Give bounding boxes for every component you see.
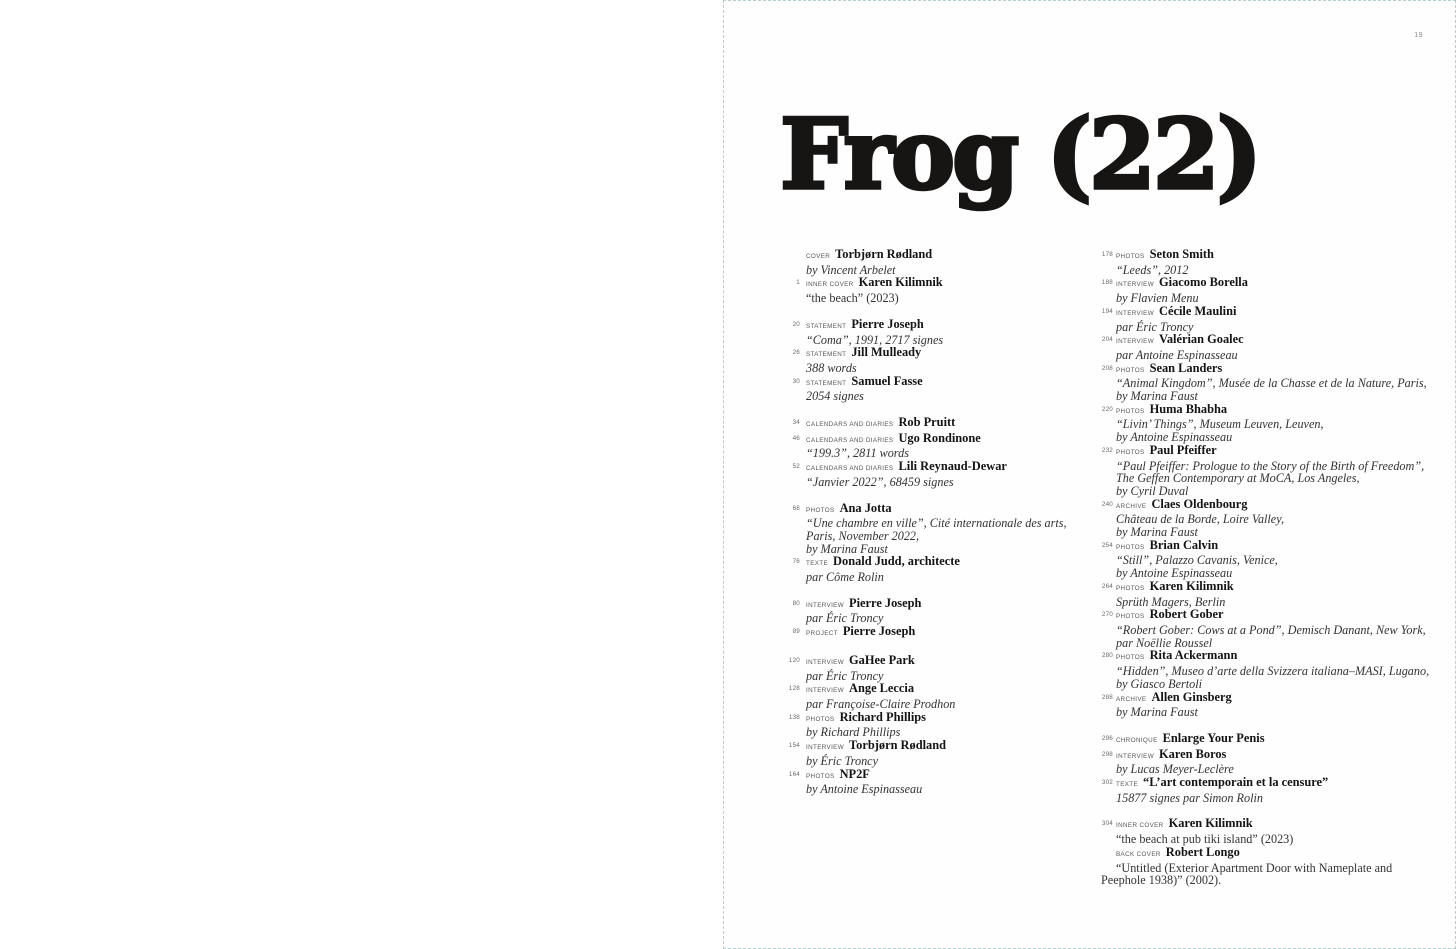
entry-page-number: 76	[792, 558, 800, 566]
entry-heading	[806, 346, 1122, 362]
entry-category: PHOTOS	[1116, 543, 1145, 551]
entry-body	[1116, 580, 1456, 608]
entry-title: Ana Jotta	[839, 500, 892, 515]
toc-entry	[782, 682, 1122, 710]
entry-body	[806, 739, 1122, 767]
toc-entry	[782, 654, 1122, 682]
entry-category: INTERVIEW	[806, 744, 845, 752]
entry-heading	[1116, 305, 1456, 321]
entry-title: Torbjørn Rødland	[835, 247, 933, 261]
entry-category: TEXTE	[1116, 781, 1139, 789]
toc-block	[1095, 248, 1456, 719]
entry-title: Karen Kilimnik	[1168, 816, 1253, 831]
toc-entry	[1095, 776, 1456, 804]
toc-entry	[782, 739, 1122, 767]
entry-heading	[806, 654, 1122, 670]
entry-page-number: 304	[1101, 820, 1113, 828]
entry-title: Richard Phillips	[839, 709, 926, 724]
entry-heading	[806, 432, 1122, 448]
entry-detail: by Marina Faust	[1116, 389, 1198, 404]
toc-entry	[782, 460, 1122, 488]
entry-title: Pierre Joseph	[849, 595, 922, 610]
entry-detail: Sprüth Magers, Berlin	[1116, 594, 1226, 609]
entry-page-number: 89	[792, 628, 800, 636]
entry-body	[1116, 248, 1456, 276]
entry-category: INTERVIEW	[1116, 281, 1155, 289]
toc-entry	[782, 711, 1122, 739]
entry-category: INNER COVER	[1116, 822, 1164, 830]
entry-title: Pierre Joseph	[851, 316, 924, 331]
entry-title: Enlarge Your Penis	[1162, 730, 1265, 745]
entry-detail: by Marina Faust	[806, 541, 888, 556]
entry-title: Claes Oldenbourg	[1151, 496, 1248, 511]
toc-entry	[782, 625, 1122, 641]
entry-detail: “the beach at pub tiki island” (2023)	[1116, 832, 1294, 847]
entry-page-number: 80	[792, 599, 800, 607]
entry-title: Sean Landers	[1149, 360, 1223, 375]
entry-category: PHOTOS	[1116, 366, 1145, 374]
entry-detail: Peephole 1938)” (2002).	[1101, 873, 1222, 888]
entry-body	[1116, 333, 1456, 361]
entry-page-number: 296	[1101, 734, 1113, 742]
entry-body	[806, 555, 1122, 583]
entry-body	[806, 432, 1122, 460]
entry-detail: “Livin’ Things”, Museum Leuven, Leuven,	[1116, 417, 1324, 432]
entry-heading	[1116, 776, 1456, 792]
entry-title: Seton Smith	[1149, 247, 1214, 261]
entry-heading	[1116, 498, 1456, 514]
toc-entry	[1095, 846, 1456, 887]
magazine-page	[723, 0, 1456, 949]
entry-detail: “Still”, Palazzo Cavanis, Venice,	[1116, 553, 1278, 568]
entry-detail: “199.3”, 2811 words	[806, 446, 909, 461]
toc-entry	[1095, 748, 1456, 776]
entry-page-number: 302	[1101, 779, 1113, 787]
toc-block	[782, 654, 1122, 796]
entry-title: “L’art contemporain et la censure”	[1143, 775, 1329, 790]
entry-detail: 15877 signes par Simon Rolin	[1116, 790, 1263, 805]
entry-heading	[806, 318, 1122, 334]
entry-detail: “Animal Kingdom”, Musée de la Chasse et de la Nature, Paris,	[1116, 376, 1427, 391]
entry-detail: by Antoine Espinasseau	[1116, 566, 1233, 581]
toc-entry	[1095, 817, 1456, 845]
entry-heading	[1116, 608, 1456, 624]
entry-body	[806, 682, 1122, 710]
entry-title: Ugo Rondinone	[898, 430, 981, 445]
entry-category: PROJECT	[806, 630, 838, 638]
toc-entry	[782, 346, 1122, 374]
entry-heading	[806, 768, 1122, 784]
entry-category: PHOTOS	[806, 715, 835, 723]
entry-page-number: 232	[1101, 446, 1113, 454]
entry-title: Robert Gober	[1149, 607, 1224, 622]
entry-detail: “Untitled (Exterior Apartment Door with Nameplate and	[1116, 860, 1393, 875]
entry-detail: “Coma”, 1991, 2717 signes	[806, 332, 944, 347]
entry-category: ARCHIVE	[1116, 695, 1147, 703]
entry-heading	[806, 711, 1122, 727]
entry-category: INTERVIEW	[806, 658, 845, 666]
entry-heading	[1116, 248, 1456, 264]
entry-body	[806, 346, 1122, 374]
toc-entry	[1095, 732, 1456, 748]
entry-category: CALENDARS AND DIARIES	[806, 436, 894, 444]
entry-page-number: 220	[1101, 405, 1113, 413]
entry-body	[806, 318, 1122, 346]
entry-page-number: 298	[1101, 750, 1113, 758]
entry-detail: by Lucas Meyer-Leclère	[1116, 762, 1234, 777]
entry-heading	[1116, 748, 1456, 764]
entry-category: PHOTOS	[806, 772, 835, 780]
entry-category: PHOTOS	[1116, 253, 1145, 260]
toc-block	[782, 502, 1122, 584]
toc-block	[782, 318, 1122, 403]
entry-title: Rita Ackermann	[1149, 648, 1238, 663]
entry-category: INNER COVER	[806, 281, 854, 289]
entry-detail: “Une chambre en ville”, Cité internationale des arts,	[806, 516, 1067, 531]
entry-title: Brian Calvin	[1149, 537, 1219, 552]
entry-heading	[1116, 817, 1456, 833]
entry-page-number: 20	[792, 320, 800, 328]
entry-body	[1116, 817, 1456, 845]
entry-page-number: 264	[1101, 582, 1113, 590]
entry-heading	[1116, 732, 1456, 748]
entry-category: INTERVIEW	[1116, 309, 1155, 317]
entry-detail: by Antoine Espinasseau	[806, 782, 923, 797]
entry-category: PHOTOS	[806, 506, 835, 514]
entry-heading	[1116, 649, 1456, 665]
entry-detail: by Vincent Arbelet	[806, 262, 896, 277]
entry-category: INTERVIEW	[806, 687, 845, 695]
entry-detail: by Giasco Bertoli	[1116, 676, 1202, 691]
entry-body	[1116, 732, 1456, 748]
entry-page-number: 128	[788, 685, 800, 693]
toc-column-right	[1095, 248, 1456, 900]
entry-title: Karen Kilimnik	[1149, 578, 1234, 593]
entry-detail: by Marina Faust	[1116, 705, 1198, 720]
entry-category: PHOTOS	[1116, 407, 1145, 415]
toc-block	[782, 416, 1122, 489]
entry-detail: par Antoine Espinasseau	[1116, 347, 1238, 362]
entry-page-number: 52	[792, 463, 800, 471]
entry-category: INTERVIEW	[1116, 752, 1155, 760]
entry-detail: by Antoine Espinasseau	[1116, 430, 1233, 445]
entry-body	[806, 460, 1122, 488]
entry-heading	[1116, 333, 1456, 349]
toc-entry	[1095, 248, 1456, 276]
entry-detail: 388 words	[806, 360, 857, 375]
entry-detail: par Éric Troncy	[1116, 319, 1194, 334]
entry-detail: par Noëllie Roussel	[1116, 635, 1213, 650]
entry-heading	[806, 739, 1122, 755]
entry-category: COVER	[806, 253, 831, 260]
toc-column-left	[782, 248, 1122, 809]
entry-heading	[1116, 846, 1456, 862]
entry-detail: Paris, November 2022,	[806, 528, 920, 543]
entry-heading	[806, 375, 1122, 391]
entry-heading	[806, 682, 1122, 698]
entry-heading	[806, 502, 1122, 518]
entry-title: Torbjørn Rødland	[849, 738, 947, 753]
entry-page-number: 240	[1101, 500, 1113, 508]
entry-page-number: 208	[1101, 364, 1113, 372]
entry-heading	[806, 460, 1122, 476]
entry-body	[806, 597, 1122, 625]
entry-page-number: 288	[1101, 693, 1113, 701]
entry-detail: par Éric Troncy	[806, 668, 884, 683]
toc-entry	[782, 432, 1122, 460]
entry-body	[1116, 776, 1456, 804]
entry-category: STATEMENT	[806, 379, 847, 387]
entry-title: Cécile Maulini	[1159, 303, 1237, 318]
entry-category: CHRONIQUE	[1116, 736, 1158, 744]
entry-body	[1116, 305, 1456, 333]
entry-category: PHOTOS	[1116, 654, 1145, 662]
toc-entry	[1095, 362, 1456, 403]
magazine-title: Frog (22)	[780, 98, 1260, 212]
entry-page-number: 46	[792, 434, 800, 442]
entry-title: Paul Pfeiffer	[1149, 442, 1217, 457]
entry-heading	[1116, 276, 1456, 292]
entry-title: Robert Longo	[1165, 844, 1240, 859]
entry-category: STATEMENT	[806, 322, 847, 330]
entry-title: Karen Boros	[1159, 746, 1227, 761]
toc-entry	[782, 768, 1122, 796]
toc-entry	[1095, 608, 1456, 649]
entry-page-number: 188	[1101, 279, 1113, 287]
entry-title: Huma Bhabha	[1149, 401, 1228, 416]
toc-entry	[1095, 305, 1456, 333]
entry-body	[1116, 691, 1456, 719]
entry-page-number: 26	[792, 349, 800, 357]
entry-body	[806, 276, 1122, 304]
entry-category: STATEMENT	[806, 351, 847, 359]
toc-entry	[1095, 691, 1456, 719]
entry-category: CALENDARS AND DIARIES	[806, 421, 894, 429]
entry-category: TEXTE	[806, 560, 829, 568]
entry-detail: “Hidden”, Museo d’arte della Svizzera italiana–MASI, Lugano,	[1116, 664, 1430, 679]
entry-detail: “Robert Gober: Cows at a Pond”, Demisch Danant, New York,	[1116, 622, 1426, 637]
entry-body	[1116, 539, 1456, 580]
entry-detail: Château de la Borde, Loire Valley,	[1116, 512, 1285, 527]
entry-body	[806, 625, 1122, 641]
toc-entry	[1095, 649, 1456, 690]
entry-page-number: 254	[1101, 541, 1113, 549]
entry-body	[1116, 276, 1456, 304]
entry-page-number: 178	[1101, 251, 1113, 258]
toc-block	[782, 248, 1122, 305]
entry-title: Karen Kilimnik	[858, 275, 943, 290]
entry-detail: “the beach” (2023)	[806, 291, 899, 306]
toc-entry	[1095, 403, 1456, 444]
entry-page-number: 120	[788, 656, 800, 664]
toc-entry	[782, 276, 1122, 304]
entry-title: Donald Judd, architecte	[833, 554, 960, 569]
entry-body	[1116, 608, 1456, 649]
entry-page-number: 204	[1101, 336, 1113, 344]
entry-body	[806, 768, 1122, 796]
entry-heading	[1116, 539, 1456, 555]
entry-body	[806, 248, 1122, 276]
entry-title: GaHee Park	[849, 652, 915, 667]
toc-entry	[782, 375, 1122, 403]
entry-heading	[806, 597, 1122, 613]
entry-detail: “Paul Pfeiffer: Prologue to the Story of the Birth of Freedom”,	[1116, 458, 1425, 473]
entry-heading	[1116, 362, 1456, 378]
entry-detail: par Éric Troncy	[806, 611, 884, 626]
entry-heading	[806, 555, 1122, 571]
toc-entry	[782, 248, 1122, 276]
entry-page-number: 1	[796, 279, 800, 287]
toc-entry	[782, 416, 1122, 432]
entry-title: Samuel Fasse	[851, 373, 923, 388]
entry-heading	[1116, 691, 1456, 707]
entry-title: Valérian Goalec	[1159, 332, 1244, 347]
toc-entry	[1095, 333, 1456, 361]
entry-page-number: 270	[1101, 611, 1113, 619]
entry-category: PHOTOS	[1116, 613, 1145, 621]
entry-detail: by Flavien Menu	[1116, 291, 1199, 306]
folio-page-number: 19	[1414, 32, 1423, 39]
entry-page-number: 138	[788, 713, 800, 721]
entry-category: INTERVIEW	[1116, 338, 1155, 346]
toc-entry	[1095, 444, 1456, 498]
entry-title: Lili Reynaud-Dewar	[898, 459, 1007, 474]
entry-detail: “Janvier 2022”, 68459 signes	[806, 474, 954, 489]
entry-title: NP2F	[839, 766, 870, 781]
entry-detail: par Françoise-Claire Prodhon	[806, 696, 956, 711]
entry-detail: “Leeds”, 2012	[1116, 262, 1189, 277]
entry-body	[1116, 444, 1456, 498]
entry-page-number: 154	[788, 742, 800, 750]
entry-title: Ange Leccia	[849, 681, 915, 696]
entry-title: Rob Pruitt	[898, 415, 956, 430]
toc-block	[782, 597, 1122, 641]
toc-entry	[782, 555, 1122, 583]
entry-detail: The Geffen Contemporary at MoCA, Los Angeles,	[1116, 471, 1360, 486]
toc-block	[1095, 732, 1456, 805]
entry-detail: par Côme Rolin	[806, 570, 884, 585]
entry-heading	[806, 248, 1122, 264]
toc-entry	[782, 318, 1122, 346]
entry-detail: by Marina Faust	[1116, 525, 1198, 540]
entry-body	[1101, 844, 1456, 888]
entry-page-number: 68	[792, 504, 800, 512]
toc-entry	[1095, 498, 1456, 539]
entry-heading	[806, 416, 1122, 432]
entry-detail: by Richard Phillips	[806, 725, 901, 740]
entry-category: PHOTOS	[1116, 584, 1145, 592]
entry-body	[806, 502, 1122, 556]
entry-category: INTERVIEW	[806, 601, 845, 609]
entry-page-number: 30	[792, 377, 800, 385]
toc-block	[1095, 817, 1456, 887]
entry-detail: by Cyril Duval	[1116, 483, 1189, 498]
entry-page-number: 164	[788, 770, 800, 778]
entry-heading	[1116, 444, 1456, 460]
entry-title: Allen Ginsberg	[1151, 689, 1232, 704]
entry-title: Giacomo Borella	[1159, 275, 1248, 290]
entry-page-number: 280	[1101, 652, 1113, 660]
toc-entry	[1095, 539, 1456, 580]
entry-category: ARCHIVE	[1116, 502, 1147, 510]
entry-detail: by Éric Troncy	[806, 753, 878, 768]
toc-entry	[1095, 580, 1456, 608]
entry-body	[1116, 748, 1456, 776]
entry-body	[1116, 362, 1456, 403]
entry-category: CALENDARS AND DIARIES	[806, 465, 894, 473]
entry-category: PHOTOS	[1116, 448, 1145, 456]
entry-body	[806, 654, 1122, 682]
entry-heading	[1116, 580, 1456, 596]
entry-body	[1116, 403, 1456, 444]
entry-heading	[806, 625, 1122, 641]
entry-body	[1116, 649, 1456, 690]
entry-body	[806, 711, 1122, 739]
entry-page-number: 194	[1101, 307, 1113, 315]
toc-entry	[782, 502, 1122, 556]
entry-heading	[806, 276, 1122, 292]
entry-category: BACK COVER	[1116, 850, 1161, 858]
toc-entry	[782, 597, 1122, 625]
entry-heading	[1116, 403, 1456, 419]
entry-detail: 2054 signes	[806, 389, 864, 404]
toc-entry	[1095, 276, 1456, 304]
entry-body	[1116, 498, 1456, 539]
entry-body	[806, 416, 1122, 432]
entry-body	[806, 375, 1122, 403]
entry-title: Jill Mulleady	[851, 345, 922, 360]
entry-title: Pierre Joseph	[842, 624, 916, 639]
entry-page-number: 34	[792, 419, 800, 427]
